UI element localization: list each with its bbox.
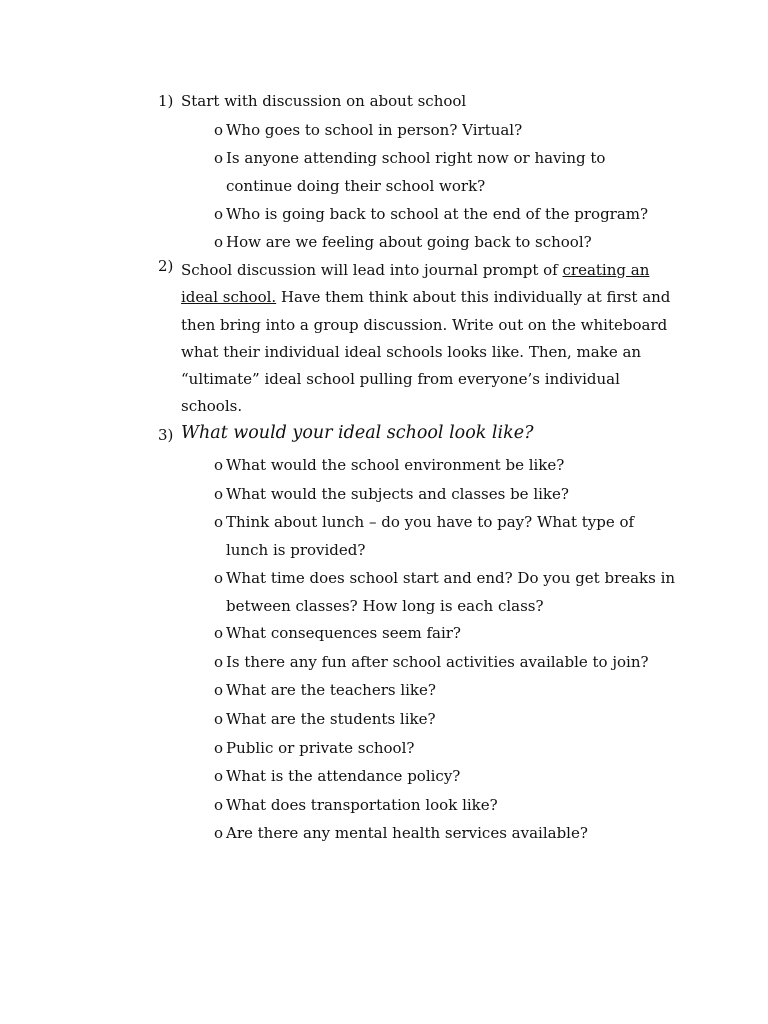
bullet-marker: o bbox=[214, 233, 224, 251]
sub-list-item-text: Who goes to school in person? Virtual? bbox=[226, 121, 523, 139]
list-number: 1) bbox=[158, 92, 174, 110]
bullet-marker: o bbox=[214, 681, 224, 699]
sub-list-item-text: Is there any fun after school activities available to join? bbox=[226, 653, 649, 671]
sub-list-item-text: What would the school environment be like? bbox=[226, 456, 565, 474]
bullet-marker: o bbox=[214, 513, 224, 531]
sub-list-item-text: What are the teachers like? bbox=[226, 681, 436, 699]
bullet-marker: o bbox=[214, 121, 224, 139]
bullet-marker: o bbox=[214, 569, 224, 587]
bullet-marker: o bbox=[214, 653, 224, 671]
sub-list-item-text: What time does school start and end? Do you get breaks in between classes? How long is each class? bbox=[226, 569, 676, 615]
bullet-marker: o bbox=[214, 624, 224, 642]
bullet-marker: o bbox=[214, 149, 224, 167]
sub-list-item-text: Public or private school? bbox=[226, 739, 415, 757]
bullet-marker: o bbox=[214, 205, 224, 223]
bullet-marker: o bbox=[214, 739, 224, 757]
bullet-marker: o bbox=[214, 456, 224, 474]
paragraph-text-start: School discussion will lead into journal prompt of bbox=[181, 261, 563, 279]
sub-list-item-text: What would the subjects and classes be like? bbox=[226, 485, 569, 503]
sub-list-item-text: What consequences seem fair? bbox=[226, 624, 461, 642]
list-number: 2) bbox=[158, 257, 174, 275]
bullet-marker: o bbox=[214, 710, 224, 728]
sub-list-item-text: How are we feeling about going back to school? bbox=[226, 233, 592, 251]
sub-list-item-text: Think about lunch – do you have to pay? What type of lunch is provided? bbox=[226, 513, 635, 559]
underlined-phrase: creating an ideal school. bbox=[181, 261, 650, 307]
sub-list-item-text: Who is going back to school at the end of the program? bbox=[226, 205, 649, 223]
list-number: 3) bbox=[158, 426, 174, 444]
sub-list-item-text: Is anyone attending school right now or having to continue doing their school work? bbox=[226, 149, 606, 195]
sub-list-item-text: What is the attendance policy? bbox=[226, 767, 461, 785]
bullet-marker: o bbox=[214, 767, 224, 785]
bullet-marker: o bbox=[214, 824, 224, 842]
sub-list-item-text: Are there any mental health services available? bbox=[226, 824, 588, 842]
bullet-marker: o bbox=[214, 485, 224, 503]
sub-list-item-text: What does transportation look like? bbox=[226, 796, 498, 814]
sub-list-item-text: What are the students like? bbox=[226, 710, 436, 728]
list-item-text: Start with discussion on about school bbox=[181, 92, 467, 110]
bullet-marker: o bbox=[214, 796, 224, 814]
paragraph-text-end: Have them think about this individually at first and then bring into a group discussion. Write out on the whiteboard what their individual ideal schools looks like. Then, make an “ultimate” ideal school pulling from everyone’s individual schools. bbox=[181, 288, 671, 416]
list-item-paragraph bbox=[181, 257, 676, 421]
section-heading: What would your ideal school look like? bbox=[181, 423, 534, 443]
